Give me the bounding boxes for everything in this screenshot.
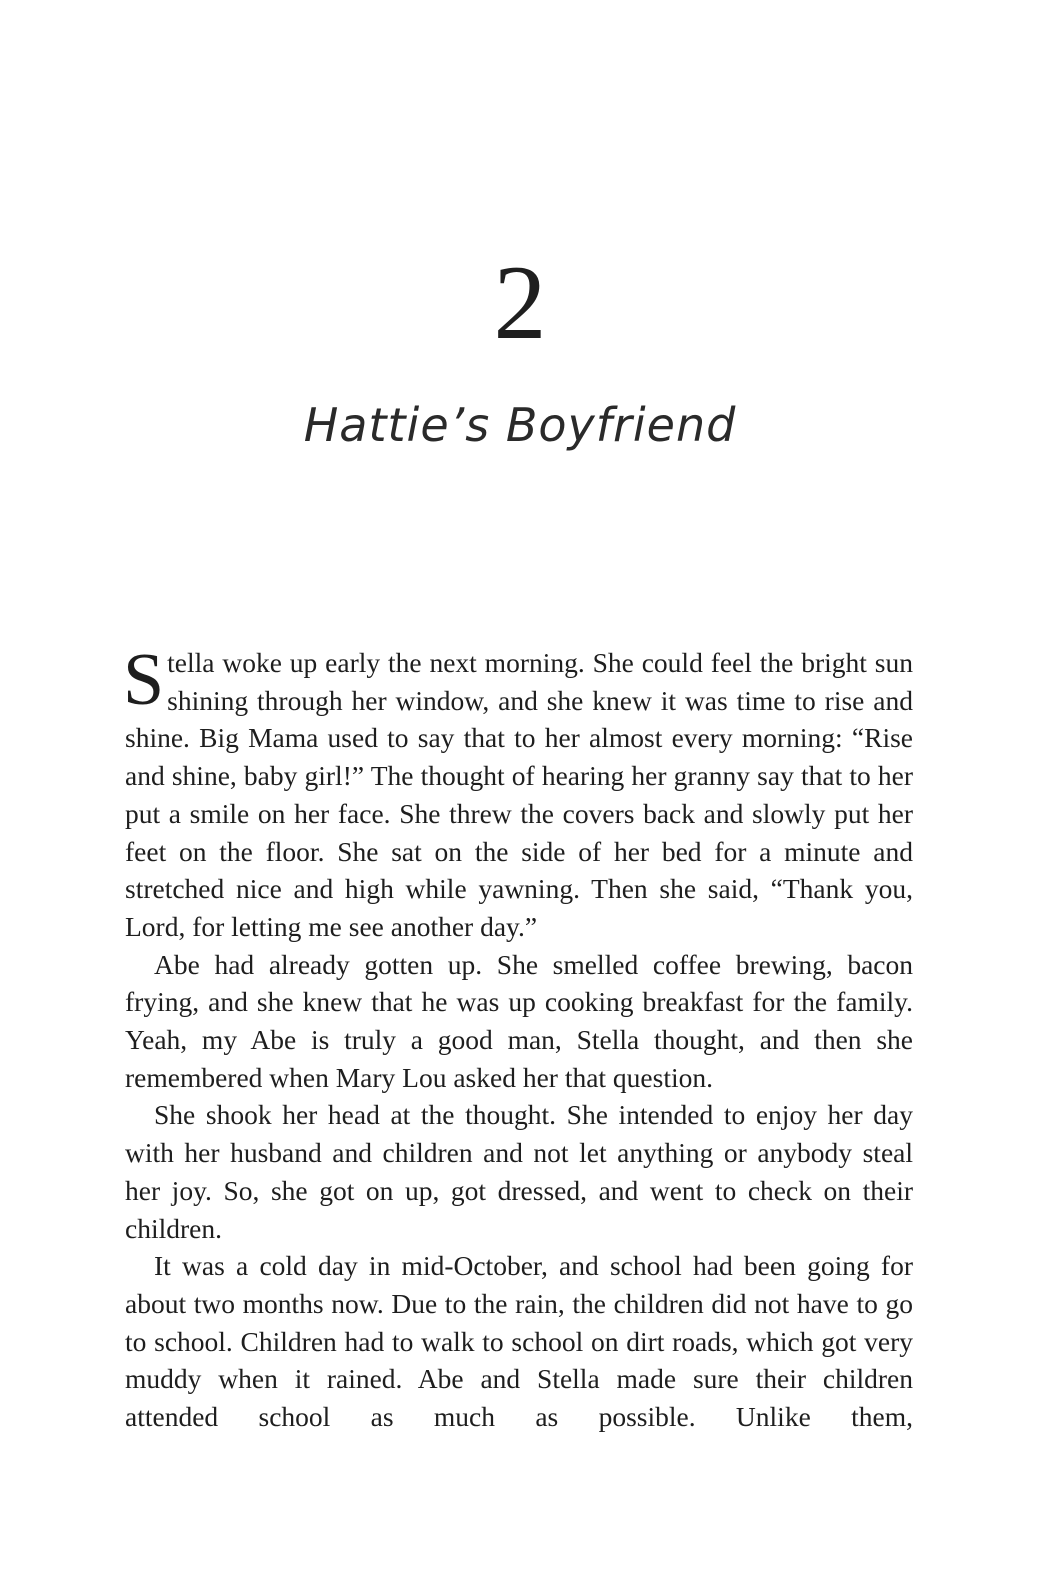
paragraph-1-text: tella woke up early the next morning. She could feel the bright sun shining through her window, and she knew it was time to rise and shine. Big Mama used to say that to her almost every morning: “Rise and shine, baby girl!” The thought of hearing her granny say that to her put a smile on her face. She threw the covers back and slowly put her feet on the floor. She sat on the side of her bed for a minute and stretched nice and high while yawning. Then she said, “Thank you, Lord, for letting me see another day.” [125, 647, 913, 942]
chapter-title: Hattie’s Boyfriend [303, 398, 737, 452]
chapter-number: 2 [493, 244, 547, 361]
chapter-body [123, 639, 913, 1436]
paragraph-3: She shook her head at the thought. She intended to enjoy her day with her husband and children and not let anything or anybody steal her joy. So, she got on up, got dressed, and went to check on their children. [125, 1099, 913, 1244]
paragraph-4: It was a cold day in mid-October, and school had been going for about two months now. Due to the rain, the children did not have to go to school. Children had to walk to school on dirt roads, which got very muddy when it rained. Abe and Stella made sure their children attended school as much as possible. Unlike them, [125, 1250, 913, 1433]
paragraph-2: Abe had already gotten up. She smelled coffee brewing, bacon frying, and she knew that he was up cooking breakfast for the family. Yeah, my Abe is truly a good man, Stella thought, and then she remembered when Mary Lou asked her that question. [125, 948, 913, 1093]
paragraph-1 [123, 639, 913, 946]
drop-cap-letter: S [123, 639, 165, 721]
